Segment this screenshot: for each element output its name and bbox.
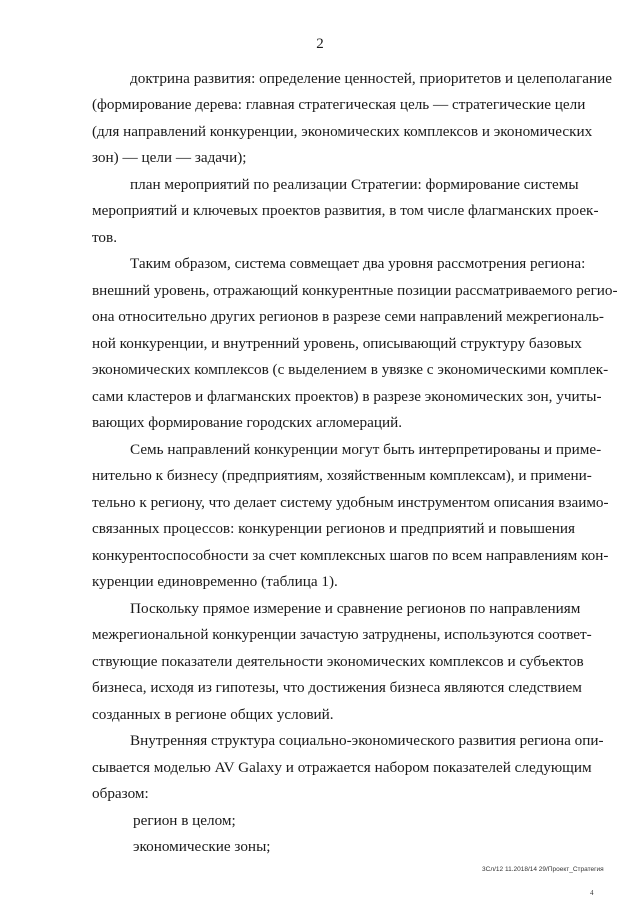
text-line: образом:	[92, 785, 149, 802]
list-item: регион в целом;	[133, 812, 236, 829]
corner-mark: 4	[590, 889, 594, 897]
text-line: ствующие показатели деятельности экономических комплексов и субъектов	[92, 653, 584, 670]
text-line: бизнеса, исходя из гипотезы, что достижения бизнеса являются следствием	[92, 679, 582, 696]
text-line: мероприятий и ключевых проектов развития, в том числе флагманских проек-	[92, 202, 599, 219]
text-line: Таким образом, система совмещает два уровня рассмотрения региона:	[130, 255, 586, 272]
text-line: нительно к бизнесу (предприятиям, хозяйственным комплексам), и примени-	[92, 467, 592, 484]
text-line: (для направлений конкуренции, экономических комплексов и экономических	[92, 123, 593, 140]
text-line: тельно к региону, что делает систему удобным инструментом описания взаимо-	[92, 494, 609, 511]
text-line: (формирование дерева: главная стратегическая цель — стратегические цели	[92, 96, 586, 113]
text-line: доктрина развития: определение ценностей, приоритетов и целеполагание	[130, 70, 612, 87]
text-line: связанных процессов: конкуренции регионов и предприятий и повышения	[92, 520, 575, 537]
page-number: 2	[316, 36, 324, 52]
text-line: Поскольку прямое измерение и сравнение регионов по направлениям	[130, 600, 581, 617]
text-line: Семь направлений конкуренции могут быть интерпретированы и приме-	[130, 441, 602, 458]
text-line: созданных в регионе общих условий.	[92, 706, 334, 723]
text-line: куренции единовременно (таблица 1).	[92, 573, 338, 590]
text-line: экономических комплексов (с выделением в увязке с экономическими комплек-	[92, 361, 609, 378]
text-line: зон) — цели — задачи);	[92, 149, 247, 166]
text-line: внешний уровень, отражающий конкурентные позиции рассматриваемого регио-	[92, 282, 618, 299]
text-line: тов.	[92, 229, 117, 246]
text-line: план мероприятий по реализации Стратегии: формирование системы	[130, 176, 579, 193]
text-line: Внутренняя структура социально-экономического развития региона опи-	[130, 732, 604, 749]
text-line: сывается моделью AV Galaxy и отражается набором показателей следующим	[92, 759, 592, 776]
text-line: конкурентоспособности за счет комплексных шагов по всем направлениям кон-	[92, 547, 609, 564]
text-line: межрегиональной конкуренции зачастую затруднены, используются соответ-	[92, 626, 592, 643]
list-item: экономические зоны;	[133, 838, 271, 855]
footer-stamp: 3Сл/12 11.2018/14 29/Проект_Стратегия	[482, 866, 604, 873]
text-line: сами кластеров и флагманских проектов) в разрезе экономических зон, учиты-	[92, 388, 602, 405]
text-line: ной конкуренции, и внутренний уровень, описывающий структуру базовых	[92, 335, 582, 352]
text-line: она относительно других регионов в разрезе семи направлений межрегиональ-	[92, 308, 604, 325]
text-line: вающих формирование городских агломераций.	[92, 414, 403, 431]
